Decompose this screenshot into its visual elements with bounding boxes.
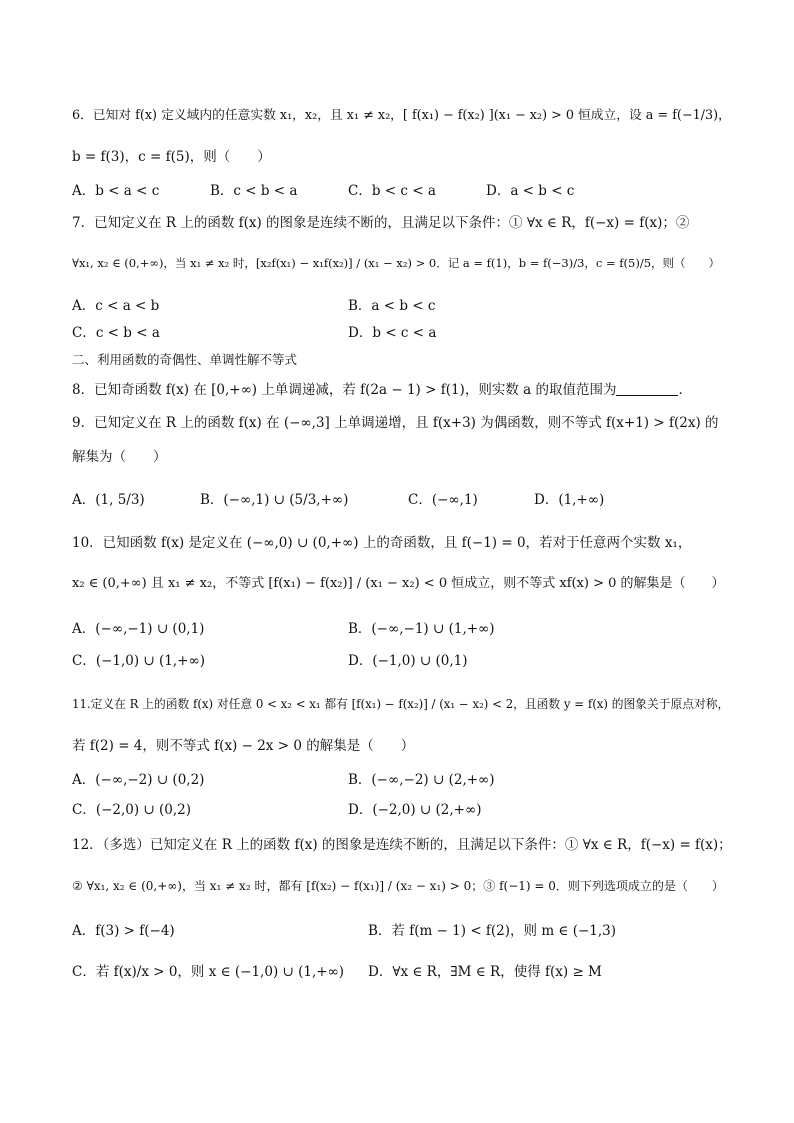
q7-option-d: D．b < c < a xyxy=(348,325,437,341)
q11-line1: 11.定义在 R 上的函数 f(x) 对任意 0 < x₂ < x₁ 都有 [f(x₁) − f(x₂)] / (x₁ − x₂) < 2，且函数 y = f(x) 的图象关于原点对称， xyxy=(72,697,730,711)
q12-option-b: B．若 f(m − 1) < f(2)，则 m ∈ (−1,3) xyxy=(368,923,617,939)
q12-option-a: A．f(3) > f(−4) xyxy=(72,923,175,939)
q7-line2: ∀x₁, x₂ ∈ (0,+∞)，当 x₁ ≠ x₂ 时，[x₂f(x₁) − x₁f(x₂)] / (x₁ − x₂) > 0．记 a = f(1)，b = f(−3)/3，c = f(5)/5，则（ ） xyxy=(72,256,721,270)
q6-option-c: C．b < c < a xyxy=(348,183,436,199)
q11-line2: 若 f(2) = 4，则不等式 f(x) − 2x > 0 的解集是（ ） xyxy=(72,738,415,754)
section-heading: 二、利用函数的奇偶性、单调性解不等式 xyxy=(72,352,298,367)
q10-option-c: C．(−1,0) ∪ (1,+∞) xyxy=(72,653,206,669)
q11-option-b: B．(−∞,−2) ∪ (2,+∞) xyxy=(348,772,495,788)
q9-line2: 解集为（ ） xyxy=(72,449,167,465)
q10-option-a: A．(−∞,−1) ∪ (0,1) xyxy=(72,621,205,637)
q8-line1 xyxy=(72,380,732,400)
q8-end: ． xyxy=(678,382,692,398)
q6-line1: 6．已知对 f(x) 定义域内的任意实数 x₁，x₂，且 x₁ ≠ x₂，[ f(x₁) − f(x₂) ](x₁ − x₂) > 0 恒成立，设 a = f(−1/3)， xyxy=(72,108,731,123)
q9-option-d: D．(1,+∞) xyxy=(534,492,605,508)
q12-line1: 12．（多选）已知定义在 R 上的函数 f(x) 的图象是连续不断的，且满足以下条件：① ∀x ∈ R，f(−x) = f(x)； xyxy=(72,837,732,853)
q10-option-b: B．(−∞,−1) ∪ (1,+∞) xyxy=(348,621,495,637)
q10-line2: x₂ ∈ (0,+∞) 且 x₁ ≠ x₂，不等式 [f(x₁) − f(x₂)] / (x₁ − x₂) < 0 恒成立，则不等式 xf(x) > 0 的解集是（ ） xyxy=(72,576,725,591)
q12-line2: ② ∀x₁, x₂ ∈ (0,+∞)，当 x₁ ≠ x₂ 时，都有 [f(x₂) − f(x₁)] / (x₂ − x₁) > 0；③ f(−1) = 0．则下列选项成立的是（ ） xyxy=(72,879,724,893)
q9-option-b: B．(−∞,1) ∪ (5/3,+∞) xyxy=(200,492,349,508)
q10-option-d: D．(−1,0) ∪ (0,1) xyxy=(348,653,468,669)
q6-option-d: D．a < b < c xyxy=(486,183,575,199)
answer-blank xyxy=(616,381,678,396)
q10-line1: 10．已知函数 f(x) 是定义在 (−∞,0) ∪ (0,+∞) 上的奇函数，且 f(−1) = 0，若对于任意两个实数 x₁， xyxy=(72,535,692,551)
q9-option-c: C．(−∞,1) xyxy=(408,492,478,508)
q7-option-a: A．c < a < b xyxy=(72,298,160,314)
q12-option-c: C．若 f(x)/x > 0，则 x ∈ (−1,0) ∪ (1,+∞) xyxy=(72,964,345,980)
q9-line1: 9．已知定义在 R 上的函数 f(x) 在 (−∞,3] 上单调递增，且 f(x+3) 为偶函数，则不等式 f(x+1) > f(2x) 的 xyxy=(72,415,719,431)
q11-option-a: A．(−∞,−2) ∪ (0,2) xyxy=(72,772,205,788)
q6-line2: b = f(3)，c = f(5)，则（ ） xyxy=(72,149,271,165)
q8-text: 8．已知奇函数 f(x) 在 [0,+∞) 上单调递减，若 f(2a − 1) > f(1)，则实数 a 的取值范围为 xyxy=(72,382,617,398)
q7-line1: 7．已知定义在 R 上的函数 f(x) 的图象是连续不断的，且满足以下条件：① ∀x ∈ R，f(−x) = f(x)；② xyxy=(72,215,690,231)
q6-option-a: A．b < a < c xyxy=(72,183,160,199)
q6-option-b: B．c < b < a xyxy=(210,183,298,199)
q11-option-c: C．(−2,0) ∪ (0,2) xyxy=(72,802,192,818)
q7-option-b: B．a < b < c xyxy=(348,298,436,314)
q11-option-d: D．(−2,0) ∪ (2,+∞) xyxy=(348,802,482,818)
q12-option-d: D．∀x ∈ R，∃M ∈ R，使得 f(x) ≥ M xyxy=(368,964,602,980)
q7-option-c: C．c < b < a xyxy=(72,325,160,341)
q9-option-a: A．(1, 5/3) xyxy=(72,492,145,508)
